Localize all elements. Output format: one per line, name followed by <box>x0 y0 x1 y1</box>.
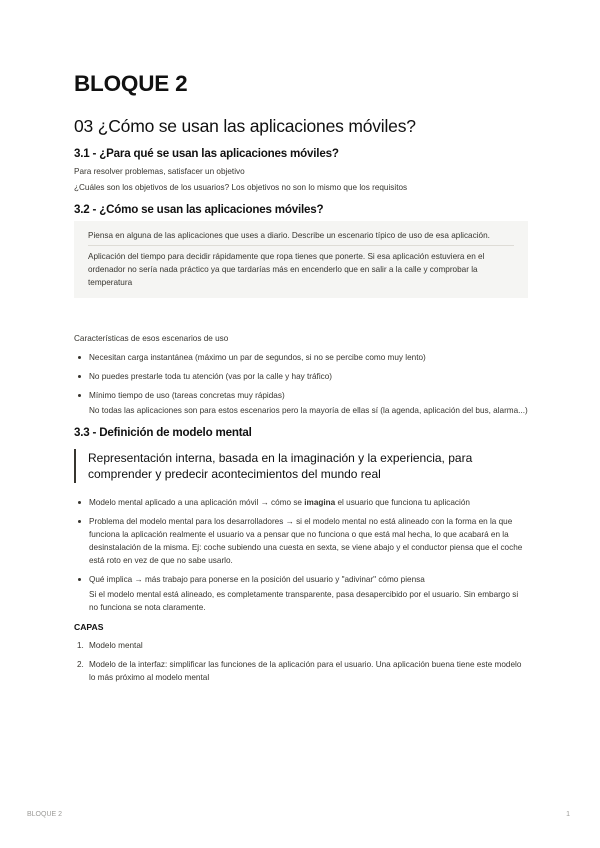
list-item: Qué implica → más trabajo para ponerse en la posición del usuario y "adivinar" cómo piensa <box>74 573 528 586</box>
list-item: 1. Modelo mental <box>77 641 143 650</box>
footer-title: BLOQUE 2 <box>27 811 63 818</box>
mental-model-list <box>74 496 528 586</box>
list-item: 2. Modelo de la interfaz: simplificar las funciones de la aplicación para el usuario. Una aplicación buena tiene este modelo lo más próximo al modelo mental <box>77 660 522 682</box>
page-number: 1 <box>566 811 570 818</box>
heading-3-3: 3.3 - Definición de modelo mental <box>74 426 252 439</box>
bullet-icon <box>78 520 81 523</box>
heading-3-1: 3.1 - ¿Para qué se usan las aplicaciones móviles? <box>74 147 339 160</box>
list-item: Modelo mental aplicado a una aplicación móvil → cómo se imagina el usuario que funciona tu aplicación <box>74 496 528 509</box>
definition-quote: Representación interna, basada en la imaginación y la experiencia, para comprender y predecir acontecimientos del mundo real <box>74 449 528 483</box>
paragraph: ¿Cuáles son los objetivos de los usuarios? Los objetivos no son lo mismo que los requisitos <box>74 183 408 192</box>
heading-3-2: 3.2 - ¿Cómo se usan las aplicaciones móviles? <box>74 203 324 216</box>
callout-box <box>74 221 528 298</box>
bullet-icon <box>78 501 81 504</box>
bullet-icon <box>78 578 81 581</box>
callout-question: Piensa en alguna de las aplicaciones que uses a diario. Describe un escenario típico de uso de esa aplicación. <box>88 231 490 240</box>
page-title: BLOQUE 2 <box>74 71 188 96</box>
characteristics-label: Características de esos escenarios de uso <box>74 334 229 343</box>
scenarios-note: No todas las aplicaciones son para estos escenarios pero la mayoría de ellas sí (la agenda, aplicación del bus, alarma...) <box>89 406 528 415</box>
bullet-icon <box>78 375 81 378</box>
alignment-note: Si el modelo mental está alineado, es completamente transparente, pasa desapercibido por el usuario. Sin embargo si no funciona se nota claramente. <box>89 590 519 612</box>
list-item: Mínimo tiempo de uso (tareas concretas muy rápidas) <box>74 389 528 402</box>
list-item: Problema del modelo mental para los desarrolladores → si el modelo mental no está alineado con la forma en la que funciona la aplicación realmente el usuario va a pensar que no funciona o que está mal hecha, lo que acabará en la desinstalación de la misma. Ej: coche subiendo una cuesta en sexta, se viene abajo y el conductor piensa que el coche está roto en vez de que no sabe usarlo. <box>74 515 528 567</box>
list-item: No puedes prestarle toda tu atención (vas por la calle y hay tráfico) <box>74 370 528 383</box>
document-page <box>74 70 528 690</box>
bullet-icon <box>78 356 81 359</box>
bullet-icon <box>78 394 81 397</box>
capas-list <box>74 639 528 684</box>
callout-divider <box>88 245 514 246</box>
callout-answer: Aplicación del tiempo para decidir rápidamente que ropa tienes que ponerte. Si esa aplicación estuviera en el ordenador no sería nada práctico ya que tardarías más en encenderlo que en salir a la calle y comprobar la temperatura <box>88 252 485 287</box>
list-item: Necesitan carga instantánea (máximo un par de segundos, si no se percibe como muy lento) <box>74 351 528 364</box>
characteristics-list <box>74 351 528 402</box>
paragraph: Para resolver problemas, satisfacer un objetivo <box>74 167 245 176</box>
section-heading: 03 ¿Cómo se usan las aplicaciones móviles? <box>74 116 416 136</box>
capas-heading: CAPAS <box>74 622 104 632</box>
